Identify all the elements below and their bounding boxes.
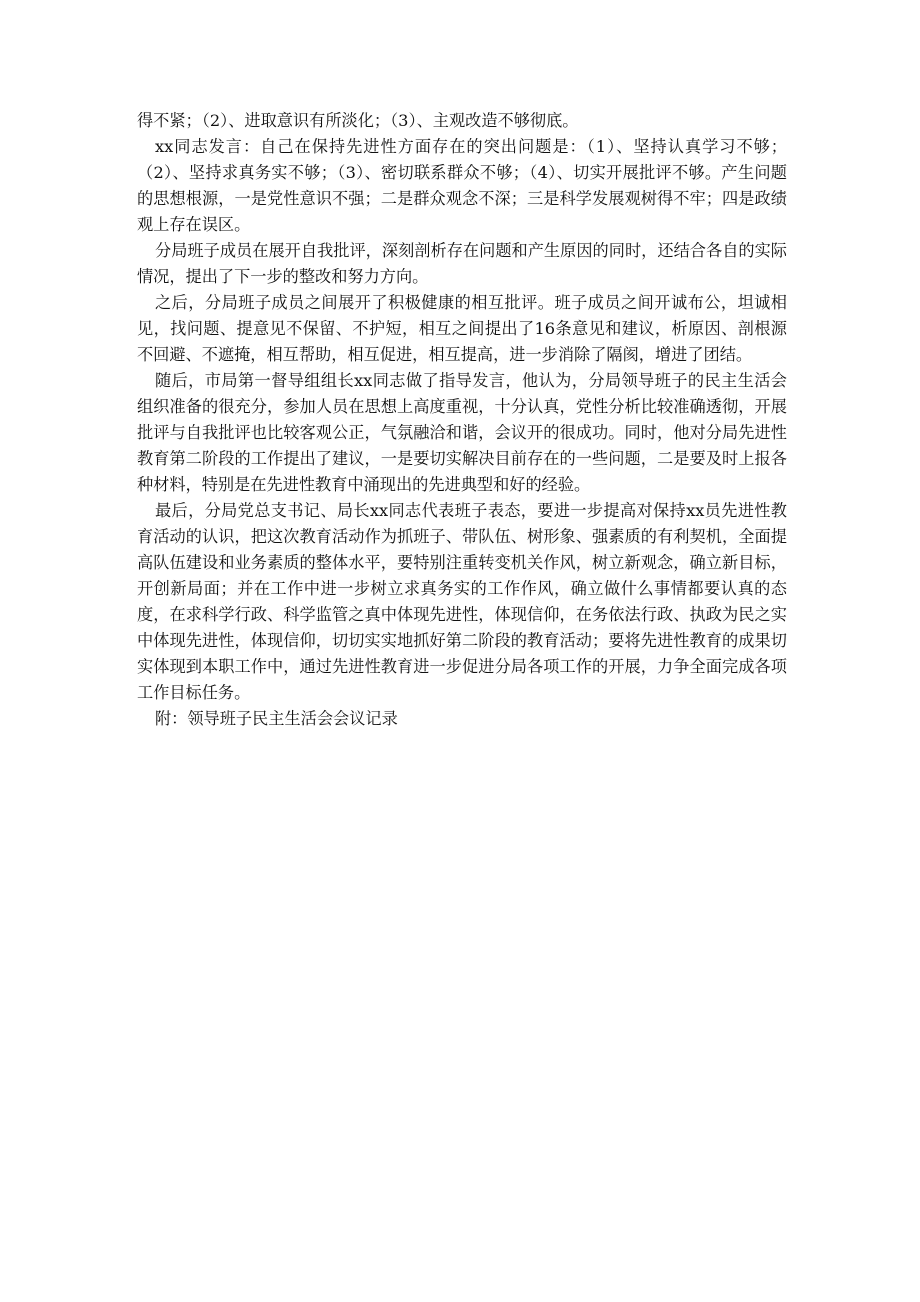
- paragraph-2: xx同志发言：自己在保持先进性方面存在的突出问题是：（1）、坚持认真学习不够；（2）、坚持求真务实不够；（3）、密切联系群众不够；（4）、切实开展批评不够。产生问题的思想根源，一是党性意识不强；二是群众观念不深；三是科学发展观树得不牢；四是政绩观上存在误区。: [137, 137, 787, 234]
- paragraph-5: 随后，市局第一督导组组长xx同志做了指导发言，他认为，分局领导班子的民主生活会组织准备的很充分，参加人员在思想上高度重视，十分认真，党性分析比较准确透彻，开展批评与自我批评也比较客观公正，气氛融洽和谐，会议开的很成功。同时，他对分局先进性教育第二阶段的工作提出了建议，一是要切实解决目前存在的一些问题，二是要及时上报各种材料，特别是在先进性教育中涌现出的先进典型和好的经验。: [137, 371, 787, 494]
- paragraph-1: 得不紧；（2）、进取意识有所淡化；（3）、主观改造不够彻底。: [137, 111, 579, 130]
- paragraph-6: 最后，分局党总支书记、局长xx同志代表班子表态，要进一步提高对保持xx员先进性教育活动的认识，把这次教育活动作为抓班子、带队伍、树形象、强素质的有利契机，全面提高队伍建设和业务素质的整体水平，要特别注重转变机关作风，树立新观念，确立新目标，开创新局面；并在工作中进一步树立求真务实的工作作风，确立做什么事情都要认真的态度，在求科学行政、科学监管之真中体现先进性，体现信仰，在务依法行政、执政为民之实中体现先进性，体现信仰，切切实实地抓好第二阶段的教育活动；要将先进性教育的成果切实体现到本职工作中，通过先进性教育进一步促进分局各项工作的开展，力争全面完成各项工作目标任务。: [137, 501, 787, 702]
- paragraph-3: 分局班子成员在展开自我批评，深刻剖析存在问题和产生原因的同时，还结合各自的实际情况，提出了下一步的整改和努力方向。: [137, 241, 787, 286]
- paragraph-appendix: 附：领导班子民主生活会会议记录: [155, 709, 398, 728]
- paragraph-4: 之后，分局班子成员之间展开了积极健康的相互批评。班子成员之间开诚布公，坦诚相见，找问题、提意见不保留、不护短，相互之间提出了16条意见和建议，析原因、剖根源不回避、不遮掩，相互帮助，相互促进，相互提高，进一步消除了隔阂，增进了团结。: [137, 293, 787, 364]
- document-body: [137, 108, 787, 732]
